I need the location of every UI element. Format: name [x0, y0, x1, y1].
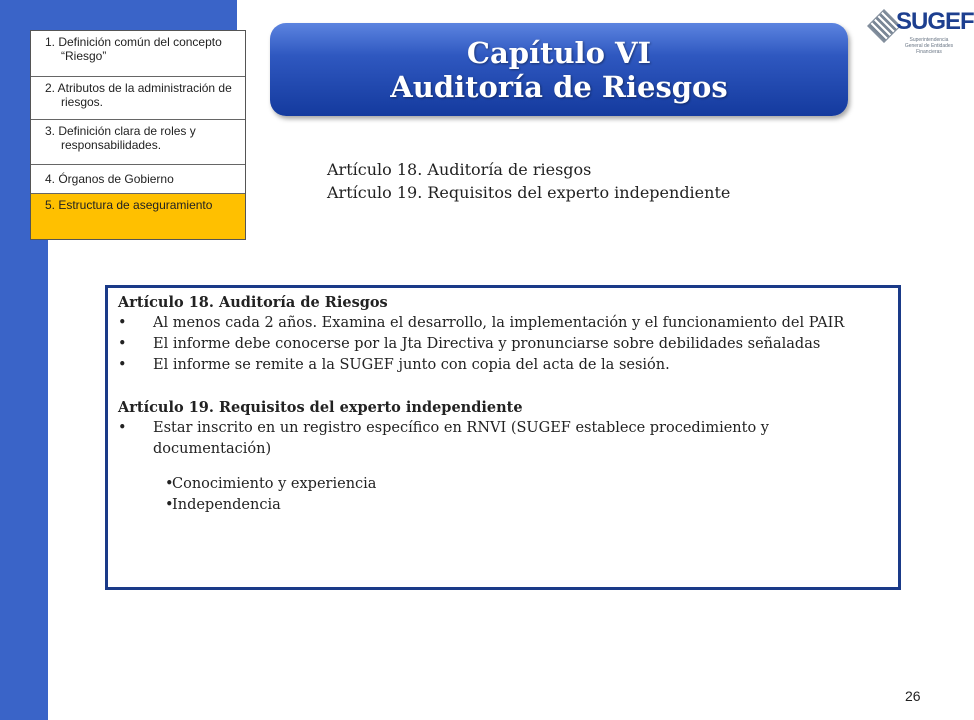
logo-subtitle: Superintendencia General de Entidades Financieras — [904, 37, 954, 55]
logo-wordmark: SUGEF — [896, 8, 974, 35]
bullet-list — [118, 313, 888, 376]
article-line: Artículo 19. Requisitos del experto independiente — [327, 183, 731, 202]
chapter-title: Capítulo VI — [466, 36, 652, 70]
nav-item-4[interactable] — [31, 165, 245, 194]
bullet-list — [118, 418, 888, 460]
nav-item-5-active[interactable] — [31, 194, 245, 239]
page-number: 26 — [905, 688, 921, 704]
bullet-item: • Estar inscrito en un registro específico en RNVI (SUGEF establece procedimiento y documentación) — [118, 418, 888, 460]
bullet-item: • El informe debe conocerse por la Jta Directiva y pronunciarse sobre debilidades señaladas — [118, 334, 888, 355]
article-line: Artículo 18. Auditoría de riesgos — [327, 160, 592, 179]
nav-item-label: 1. Definición común del concepto “Riesgo” — [45, 35, 222, 63]
nav-item-1[interactable] — [31, 31, 245, 77]
nav-item-label: 2. Atributos de la administración de riesgos. — [45, 81, 232, 109]
articles-list — [327, 158, 730, 204]
nav-item-3[interactable] — [31, 120, 245, 165]
sub-bullet-text: Independencia — [172, 497, 281, 513]
sugef-logo — [866, 6, 974, 62]
section-heading: Artículo 18. Auditoría de Riesgos — [118, 294, 388, 311]
bullet-item: • El informe se remite a la SUGEF junto con copia del acta de la sesión. — [118, 355, 888, 376]
sub-bullet-item: • Conocimiento y experiencia — [165, 476, 377, 492]
chapter-title-banner — [270, 23, 848, 116]
nav-item-2[interactable] — [31, 77, 245, 120]
nav-item-label: 4. Órganos de Gobierno — [45, 172, 174, 186]
bullet-item: • Al menos cada 2 años. Examina el desarrollo, la implementación y el funcionamiento del PAIR — [118, 313, 888, 334]
nav-item-label: 3. Definición clara de roles y responsabilidades. — [45, 124, 196, 152]
sub-bullet-text: Conocimiento y experiencia — [172, 476, 377, 492]
sub-bullet-list — [118, 474, 888, 516]
content-box — [105, 285, 901, 590]
section-heading: Artículo 19. Requisitos del experto independiente — [118, 399, 523, 416]
sub-bullet-item: • Independencia — [165, 497, 281, 513]
topic-nav — [30, 30, 246, 240]
nav-item-label: 5. Estructura de aseguramiento — [45, 198, 213, 212]
chapter-subtitle: Auditoría de Riesgos — [390, 70, 728, 104]
